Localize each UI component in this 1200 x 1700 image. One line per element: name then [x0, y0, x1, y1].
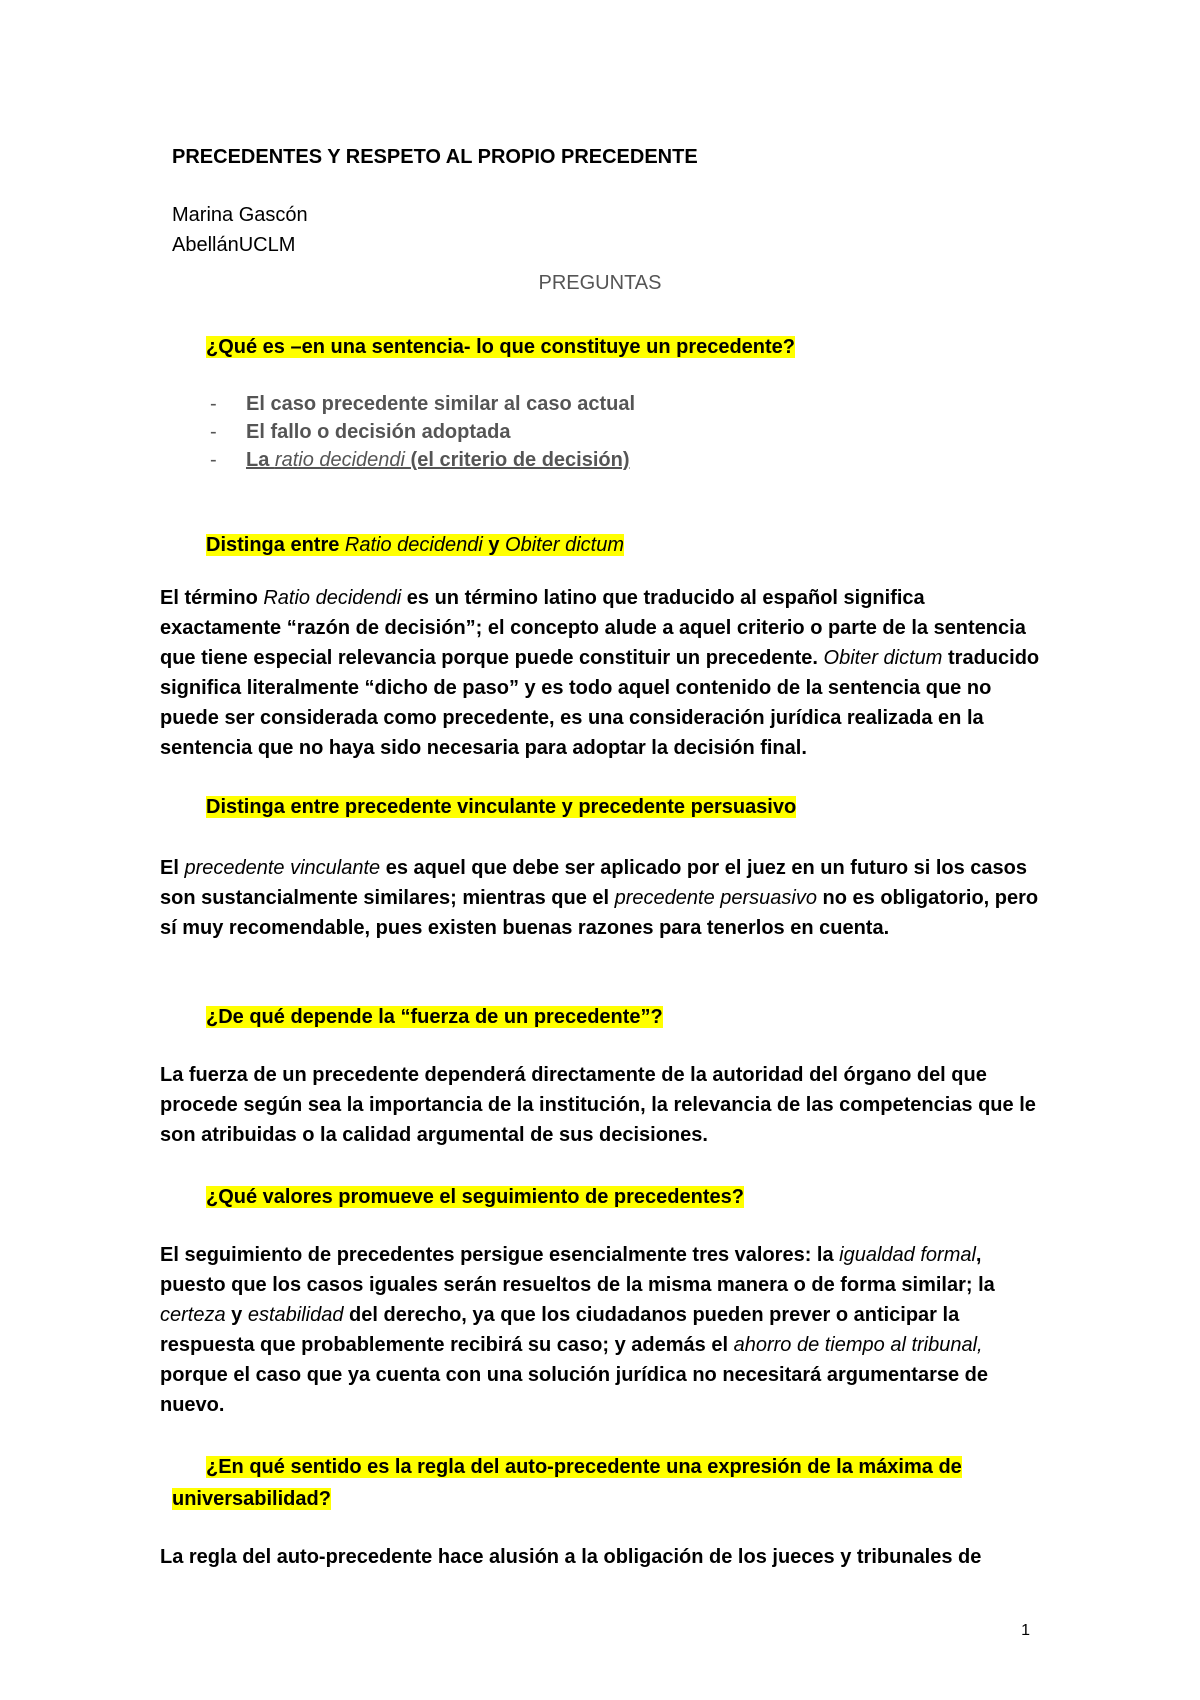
answer-italic: ahorro de tiempo al tribunal,: [733, 1334, 983, 1356]
question-1-options: [210, 390, 635, 474]
author-affiliation: AbellánUCLM: [172, 234, 296, 256]
question-2-italic: Obiter dictum: [505, 534, 624, 556]
answer-italic: precedente vinculante: [184, 857, 381, 879]
page-number: 1: [1021, 1622, 1030, 1639]
answer-text: El seguimiento de precedentes persigue esencialmente tres valores: la: [160, 1244, 840, 1266]
answer-italic: estabilidad: [247, 1304, 344, 1326]
answer-italic: precedente persuasivo: [614, 887, 817, 909]
answer-text: El término: [160, 587, 264, 609]
answer-italic: igualdad formal: [839, 1244, 976, 1266]
option-text: El caso precedente similar al caso actual: [246, 393, 636, 415]
answer-italic: certeza: [160, 1304, 226, 1326]
question-2-text: y: [482, 534, 506, 556]
question-2: [206, 530, 624, 561]
answer-6: La regla del auto-precedente hace alusión a la obligación de los jueces y tribunales de: [160, 1546, 982, 1568]
question-6: [206, 1452, 962, 1483]
question-5: [206, 1182, 744, 1213]
option-text: El fallo o decisión adoptada: [246, 421, 511, 443]
question-3: [206, 792, 796, 823]
answer-2: [160, 583, 1050, 763]
option-text: (el criterio de decisión): [405, 449, 630, 471]
section-heading: PREGUNTAS: [538, 272, 662, 294]
question-5-text: ¿Qué valores promueve el seguimiento de precedentes?: [206, 1186, 744, 1208]
answer-text: no es obligatorio, pero sí muy recomendable, pues existen buenas razones para tenerlos en cuenta.: [160, 887, 1039, 939]
answer-4: La fuerza de un precedente dependerá directamente de la autoridad del órgano del que procede según sea la importancia de la institución, la relevancia de las competencias que le son atribuidas o la calidad argumental de sus decisiones.: [160, 1064, 1036, 1146]
answer-text: , puesto que los casos iguales serán resueltos de la misma manera o de forma similar; la: [160, 1244, 995, 1296]
answer-text: es un término latino que traducido al español significa exactamente “razón de decisión”; el concepto alude a aquel criterio o parte de la sentencia que tiene especial relevancia porque puede constituir un precedente.: [160, 587, 1026, 669]
option-text: La: [246, 449, 275, 471]
answer-italic: Obiter dictum: [823, 647, 943, 669]
answer-text: del derecho, ya que los ciudadanos pueden prever o anticipar la respuesta que probablemente recibirá su caso; y además el: [160, 1304, 960, 1356]
list-item: [210, 446, 635, 474]
question-1: [206, 332, 795, 363]
answer-3: [160, 853, 1050, 943]
document-title: PRECEDENTES Y RESPETO AL PROPIO PRECEDENTE: [172, 146, 698, 168]
answer-italic: Ratio decidendi: [263, 587, 402, 609]
option-underlined: [246, 449, 630, 471]
question-6-line-1: ¿En qué sentido es la regla del auto-precedente una expresión de la máxima de: [206, 1456, 962, 1478]
question-2-text: Distinga entre: [206, 534, 345, 556]
question-6-cont: [172, 1484, 331, 1515]
answer-text: porque el caso que ya cuenta con una solución jurídica no necesitará argumentarse de nuevo.: [160, 1364, 989, 1416]
question-2-highlight: [206, 534, 624, 556]
list-item: [210, 390, 635, 418]
answer-text: traducido significa literalmente “dicho de paso” y es todo aquel contenido de la sentencia que no puede ser considerada como precedente, es una consideración jurídica realizada en la sentencia que no haya sido necesaria para adoptar la decisión final.: [160, 647, 1040, 759]
question-4-text: ¿De qué depende la “fuerza de un precedente”?: [206, 1006, 663, 1028]
answer-text: y: [225, 1304, 248, 1326]
author-name: Marina Gascón: [172, 204, 308, 226]
question-4: [206, 1002, 663, 1033]
question-6-line-2: universabilidad?: [172, 1488, 331, 1510]
option-italic: ratio decidendi: [274, 449, 405, 471]
answer-text: El: [160, 857, 185, 879]
list-item: [210, 418, 635, 446]
answer-5: [160, 1240, 1050, 1420]
question-1-text: ¿Qué es –en una sentencia- lo que constituye un precedente?: [206, 336, 796, 358]
question-2-italic: Ratio decidendi: [344, 534, 483, 556]
question-3-text: Distinga entre precedente vinculante y precedente persuasivo: [206, 796, 797, 818]
answer-text: es aquel que debe ser aplicado por el juez en un futuro si los casos son sustancialmente similares; mientras que el: [160, 857, 1027, 909]
